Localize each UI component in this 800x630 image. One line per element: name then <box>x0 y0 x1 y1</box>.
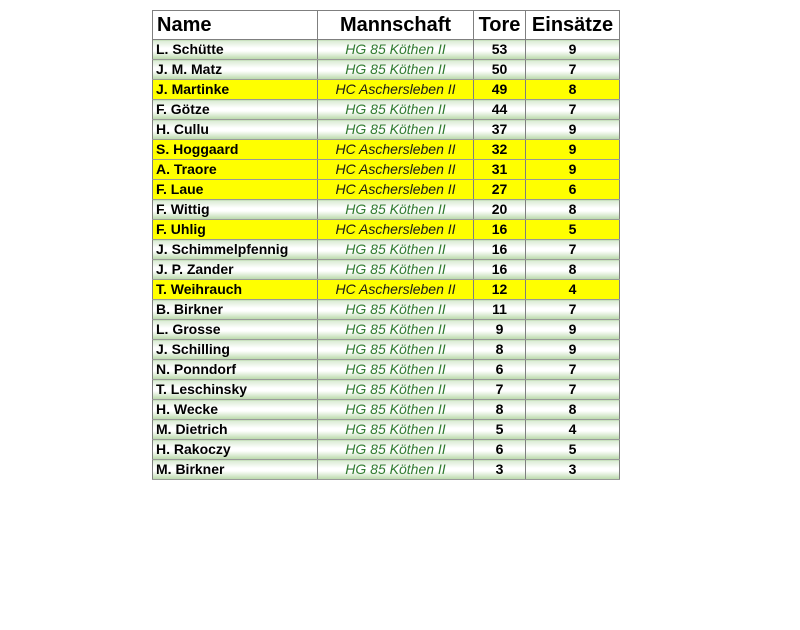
team-name: HG 85 Köthen II <box>318 60 474 80</box>
goals-value: 49 <box>474 80 526 100</box>
scorers-table <box>152 10 620 480</box>
player-name: N. Ponndorf <box>153 360 318 380</box>
table-row <box>153 260 620 280</box>
appearances-value: 9 <box>526 140 620 160</box>
appearances-value: 8 <box>526 260 620 280</box>
goals-value: 53 <box>474 40 526 60</box>
table-row <box>153 340 620 360</box>
player-name: T. Leschinsky <box>153 380 318 400</box>
table-row <box>153 160 620 180</box>
player-name: F. Wittig <box>153 200 318 220</box>
goals-value: 37 <box>474 120 526 140</box>
appearances-value: 7 <box>526 100 620 120</box>
team-name: HC Aschersleben II <box>318 180 474 200</box>
table-row <box>153 240 620 260</box>
appearances-value: 5 <box>526 440 620 460</box>
player-name: J. Martinke <box>153 80 318 100</box>
goals-value: 8 <box>474 340 526 360</box>
header-row <box>153 11 620 40</box>
appearances-value: 9 <box>526 120 620 140</box>
player-name: A. Traore <box>153 160 318 180</box>
player-name: L. Schütte <box>153 40 318 60</box>
appearances-value: 4 <box>526 420 620 440</box>
appearances-value: 9 <box>526 40 620 60</box>
team-name: HC Aschersleben II <box>318 140 474 160</box>
team-name: HG 85 Köthen II <box>318 200 474 220</box>
appearances-value: 5 <box>526 220 620 240</box>
team-name: HG 85 Köthen II <box>318 120 474 140</box>
table-row <box>153 60 620 80</box>
team-name: HG 85 Köthen II <box>318 460 474 480</box>
table-row <box>153 400 620 420</box>
goals-value: 50 <box>474 60 526 80</box>
appearances-value: 6 <box>526 180 620 200</box>
player-name: J. Schimmelpfennig <box>153 240 318 260</box>
player-name: B. Birkner <box>153 300 318 320</box>
team-name: HG 85 Köthen II <box>318 260 474 280</box>
appearances-value: 8 <box>526 80 620 100</box>
player-name: J. M. Matz <box>153 60 318 80</box>
goals-value: 6 <box>474 360 526 380</box>
team-name: HG 85 Köthen II <box>318 100 474 120</box>
goals-value: 16 <box>474 220 526 240</box>
goals-value: 16 <box>474 240 526 260</box>
goals-value: 31 <box>474 160 526 180</box>
goals-value: 11 <box>474 300 526 320</box>
player-name: M. Dietrich <box>153 420 318 440</box>
player-name: L. Grosse <box>153 320 318 340</box>
goals-value: 12 <box>474 280 526 300</box>
goals-value: 8 <box>474 400 526 420</box>
player-name: F. Laue <box>153 180 318 200</box>
goals-value: 20 <box>474 200 526 220</box>
table-row <box>153 380 620 400</box>
player-name: F. Uhlig <box>153 220 318 240</box>
appearances-value: 7 <box>526 360 620 380</box>
goals-value: 16 <box>474 260 526 280</box>
player-name: H. Cullu <box>153 120 318 140</box>
goals-value: 32 <box>474 140 526 160</box>
team-name: HC Aschersleben II <box>318 280 474 300</box>
team-name: HG 85 Köthen II <box>318 380 474 400</box>
appearances-value: 9 <box>526 160 620 180</box>
player-name: H. Wecke <box>153 400 318 420</box>
player-name: M. Birkner <box>153 460 318 480</box>
table-row <box>153 300 620 320</box>
goals-value: 7 <box>474 380 526 400</box>
column-header-appearances: Einsätze <box>526 11 620 40</box>
goals-value: 3 <box>474 460 526 480</box>
table-row <box>153 180 620 200</box>
team-name: HG 85 Köthen II <box>318 420 474 440</box>
team-name: HG 85 Köthen II <box>318 240 474 260</box>
appearances-value: 7 <box>526 240 620 260</box>
column-header-team: Mannschaft <box>318 11 474 40</box>
appearances-value: 3 <box>526 460 620 480</box>
team-name: HC Aschersleben II <box>318 220 474 240</box>
column-header-name: Name <box>153 11 318 40</box>
appearances-value: 8 <box>526 200 620 220</box>
team-name: HG 85 Köthen II <box>318 360 474 380</box>
table-body <box>153 40 620 480</box>
table-row <box>153 140 620 160</box>
table-row <box>153 200 620 220</box>
team-name: HG 85 Köthen II <box>318 320 474 340</box>
player-name: S. Hoggaard <box>153 140 318 160</box>
column-header-goals: Tore <box>474 11 526 40</box>
appearances-value: 9 <box>526 340 620 360</box>
appearances-value: 4 <box>526 280 620 300</box>
player-name: F. Götze <box>153 100 318 120</box>
table-row <box>153 80 620 100</box>
table-row <box>153 100 620 120</box>
player-name: H. Rakoczy <box>153 440 318 460</box>
goals-value: 44 <box>474 100 526 120</box>
table-row <box>153 360 620 380</box>
goals-value: 9 <box>474 320 526 340</box>
goals-value: 6 <box>474 440 526 460</box>
team-name: HG 85 Köthen II <box>318 340 474 360</box>
team-name: HG 85 Köthen II <box>318 440 474 460</box>
goals-value: 27 <box>474 180 526 200</box>
table-row <box>153 420 620 440</box>
player-name: J. P. Zander <box>153 260 318 280</box>
team-name: HG 85 Köthen II <box>318 400 474 420</box>
table-row <box>153 460 620 480</box>
team-name: HC Aschersleben II <box>318 160 474 180</box>
table-row <box>153 280 620 300</box>
appearances-value: 7 <box>526 380 620 400</box>
player-name: T. Weihrauch <box>153 280 318 300</box>
goals-value: 5 <box>474 420 526 440</box>
team-name: HG 85 Köthen II <box>318 40 474 60</box>
appearances-value: 7 <box>526 60 620 80</box>
appearances-value: 8 <box>526 400 620 420</box>
appearances-value: 7 <box>526 300 620 320</box>
table-row <box>153 440 620 460</box>
appearances-value: 9 <box>526 320 620 340</box>
table-row <box>153 40 620 60</box>
table-row <box>153 320 620 340</box>
team-name: HG 85 Köthen II <box>318 300 474 320</box>
table-row <box>153 220 620 240</box>
team-name: HC Aschersleben II <box>318 80 474 100</box>
table-row <box>153 120 620 140</box>
player-name: J. Schilling <box>153 340 318 360</box>
